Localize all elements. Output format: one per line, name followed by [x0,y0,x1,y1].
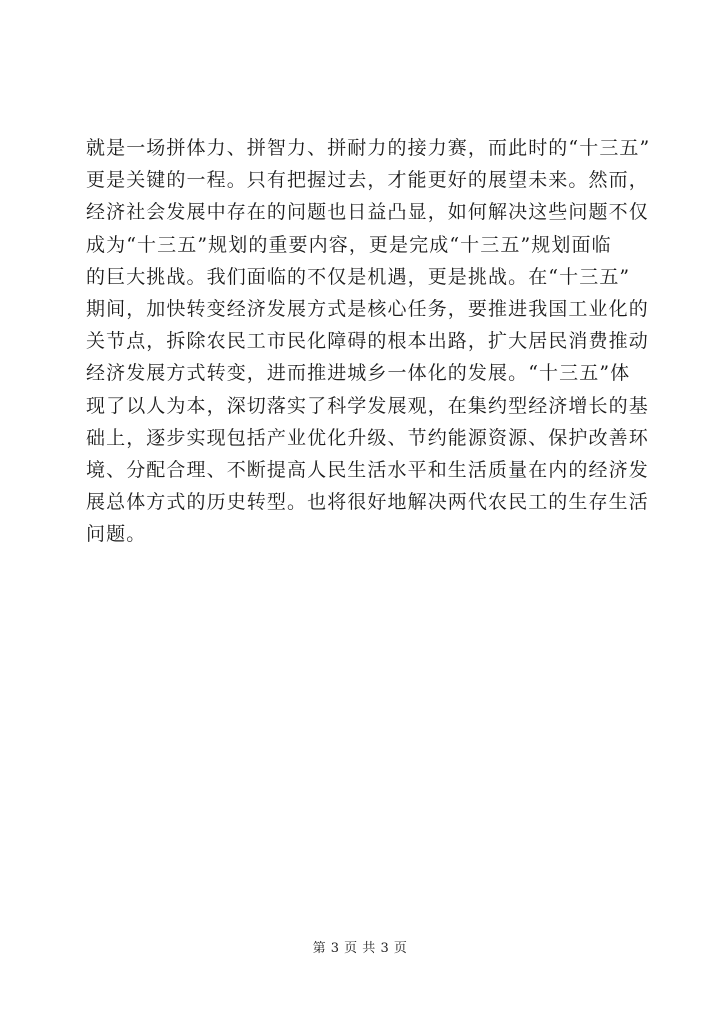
text-line: 成为“十三五”规划的重要内容，更是完成“十三五”规划面临 [86,233,612,256]
text-line: 就是一场拼体力、拼智力、拼耐力的接力赛，而此时的“十三五” [86,137,651,159]
text-line: 境、分配合理、不断提高人民生活水平和生活质量在内的经济发 [86,458,649,481]
text-line: 更是关键的一程。只有把握过去，才能更好的展望未来。然而， [86,169,649,192]
text-line: 础上，逐步实现包括产业优化升级、节约能源资源、保护改善环 [86,426,649,449]
text-line: 问题。 [86,523,147,546]
page-footer [0,940,720,958]
text-line: 关节点，拆除农民工市民化障碍的根本出路，扩大居民消费推动 [86,330,649,353]
text-line: 经济社会发展中存在的问题也日益凸显，如何解决这些问题不仅 [86,201,649,224]
body-paragraph [86,132,666,550]
text-line: 现了以人为本，深切落实了科学发展观，在集约型经济增长的基 [86,394,649,417]
text-line: 的巨大挑战。我们面临的不仅是机遇，更是挑战。在“十三五” [86,265,631,288]
text-line: 经济发展方式转变，进而推进城乡一体化的发展。“十三五”体 [86,362,631,385]
page-number-label: 第 3 页 共 3 页 [312,941,408,956]
text-line: 期间，加快转变经济发展方式是核心任务，要推进我国工业化的 [86,297,649,320]
text-line: 展总体方式的历史转型。也将很好地解决两代农民工的生存生活 [86,491,649,514]
